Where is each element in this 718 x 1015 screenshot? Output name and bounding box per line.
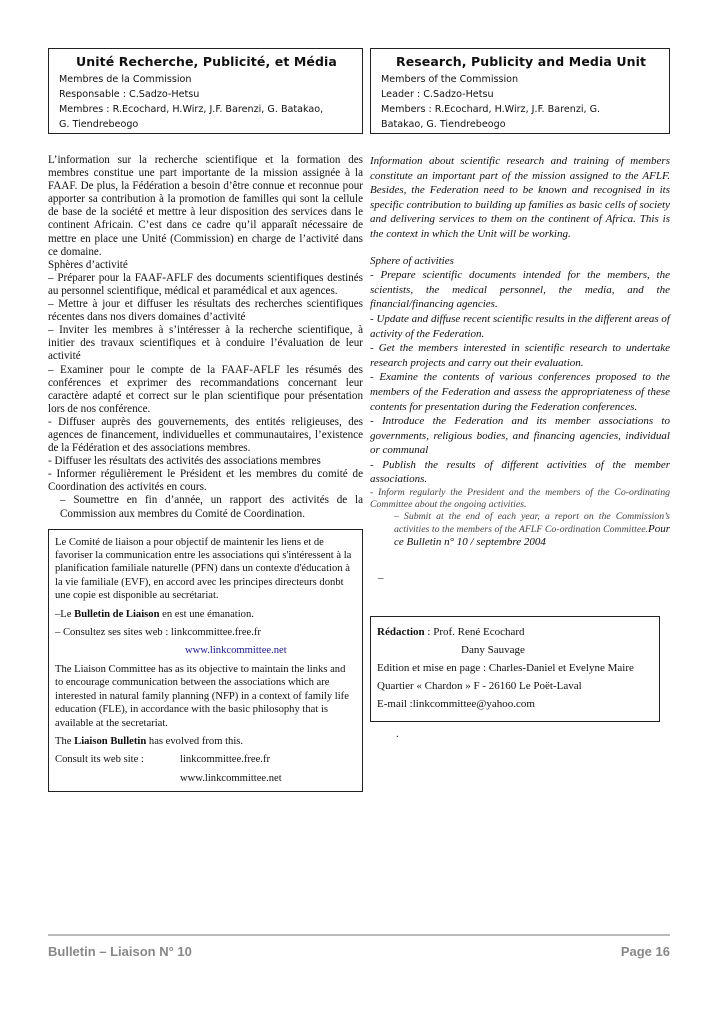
liaison-committee-box	[48, 529, 363, 793]
en-item: - Examine the contents of various conferences proposed to the members of the Federation and assess the appropriateness of these contents for presentation during the Federation conferences.	[370, 371, 670, 413]
fr-item: – Examiner pour le compte de la FAAF-AFLF les résumés des conférences et exprimer des recommandations concernant leur caractère adapté et correct sur le plan scientifique pour présentation lors de nos conférence.	[48, 363, 363, 415]
fr-intro: L’information sur la recherche scientifique et la formation des membres constitue une part importante de la mission assignée à la FAAF. De plus, la Fédération a besoin d’être connue et reconnue pour apporter sa contribution à la promotion de familles qui sont la cellule de base de la société et mettre à leur disposition des services dans le continent Africain. C’est dans ce cadre qu’il apparaît nécessaire de mettre en place une Unité (Commission) en charge de l’activité dans ce domaine.	[48, 154, 363, 258]
en-item: - Prepare scientific documents intended for the members, the scientists, the medical personnel, the media, and the financial/financing agencies.	[370, 269, 670, 311]
fr-item: – Mettre à jour et diffuser les résultats des recherches scientifiques récentes dans nos divers domaines d’activité	[48, 298, 363, 324]
en-item: - Introduce the Federation and its member associations to governments, religious bodies, and financing agencies, individual or communal	[370, 415, 670, 457]
en-intro: Information about scientific research and training of members constitute an important part of the mission assigned to the AFLF. Besides, the Federation need to be known and recognised in its specific contribution to building up families as basic cells of society and delivering services to them on the continent of Africa. This is the context in which the Unit will be working.	[370, 155, 670, 240]
liaison-en-paragraph: The Liaison Committee has as its objective to maintain the links and to encourage communication between the associations which are interested in natural family planning (NFP) in a context of family life education (FLE), in accordance with the basic philosophy that is available at the secretariat.	[55, 663, 349, 729]
redaction-email[interactable]: E-mail :linkcommittee@yahoo.com	[377, 697, 535, 710]
redaction-editor-line: Rédaction : Prof. René Ecochard	[377, 625, 525, 638]
en-unit-box	[370, 48, 670, 134]
liaison-fr-bulletin: –Le Bulletin de Liaison en est une émanation.	[55, 608, 254, 620]
site-link-net[interactable]: www.linkcommittee.net	[180, 772, 282, 784]
fr-item: – Inviter les membres à s’intéresser à la recherche scientifique, à initier des travaux scientifiques et à conduire l’évaluation de leur activité	[48, 324, 363, 363]
fr-body	[48, 154, 363, 521]
footer-divider	[48, 934, 670, 936]
redaction-layout: Edition et mise en page : Charles-Daniel et Evelyne Maire	[377, 661, 634, 674]
bulletin-de-liaison-name: Bulletin de Liaison	[74, 608, 160, 620]
en-members-line2: Batakao, G. Tiendrebeogo	[381, 119, 506, 130]
fr-unit-title: Unité Recherche, Publicité, et Média	[76, 54, 337, 69]
en-body	[370, 154, 670, 586]
liaison-bulletin-name: Liaison Bulletin	[74, 735, 147, 747]
fr-item: – Préparer pour la FAAF-AFLF des documents scientifiques destinés au personnel scientifique, médical et paramédical et aux agences.	[48, 271, 363, 297]
fr-leader: Responsable : C.Sadzo-Hetsu	[59, 89, 200, 100]
en-spheres-heading: Sphere of activities	[370, 254, 454, 267]
en-members-line1: Members : R.Ecochard, H.Wirz, J.F. Barenzi, G.	[381, 104, 601, 115]
redaction-box	[370, 616, 660, 722]
en-unit-title: Research, Publicity and Media Unit	[395, 54, 647, 69]
en-item: - Publish the results of different activities of the member associations.	[370, 458, 670, 486]
left-column	[48, 48, 363, 792]
fr-item-last: – Soumettre en fin d’année, un rapport des activités de la Commission aux membres du Comité de Coordination.	[60, 494, 363, 520]
redaction-label: Rédaction	[377, 625, 425, 638]
en-trailing-dash: –	[378, 572, 384, 585]
fr-item: - Diffuser les résultats des activités des associations membres	[48, 455, 321, 468]
fr-members-line1: Membres : R.Ecochard, H.Wirz, J.F. Barenzi, G. Batakao,	[59, 104, 324, 115]
en-submit: – Submit at the end of each year, a report on the Commission’s activities to the members of the AFLF Co-ordination Committee.Pour ce Bulletin n° 10 / septembre 2004	[394, 511, 670, 549]
liaison-fr-sites: – Consultez ses sites web : linkcommittee.free.fr	[55, 627, 261, 639]
redaction-address: Quartier « Chardon » F - 26160 Le Poët-Laval	[377, 679, 582, 692]
liaison-en-consult-row	[55, 753, 356, 766]
bulletin-reference: Pour ce Bulletin n° 10 / septembre 2004	[394, 523, 670, 549]
en-inform: - Inform regularly the President and the members of the Co-ordinating Committee about the ongoing activities.	[370, 487, 670, 511]
site-link-free[interactable]: linkcommittee.free.fr	[180, 754, 271, 766]
fr-members-label: Membres de la Commission	[59, 74, 192, 85]
redaction-co-editor: Dany Sauvage	[461, 643, 525, 656]
liaison-fr-paragraph: Le Comité de liaison a pour objectif de maintenir les liens et de favoriser la communication entre les associations qui s'intéressent à la planification familiale naturelle (PFN) dans un contexte d'éducation à la vie familiale (EVF), en accord avec les principes directeurs donbt une copie est disponible au secrétariat.	[55, 536, 352, 602]
website-link[interactable]: www.linkcommittee.net	[185, 645, 287, 657]
fr-members-line2: G. Tiendrebeogo	[59, 119, 139, 130]
footer-bulletin-title: Bulletin – Liaison N° 10	[48, 944, 192, 959]
liaison-en-site2-row	[55, 772, 356, 785]
fr-item: - Informer régulièrement le Président et les membres du comité de Coordination des activités en cours.	[48, 468, 363, 494]
fr-spheres-heading: Sphères d’activité	[48, 258, 128, 271]
en-leader: Leader : C.Sadzo-Hetsu	[381, 89, 494, 100]
en-item: - Get the members interested in scientific research to undertake research projects and carry out their evaluation.	[370, 342, 670, 369]
fr-unit-box	[48, 48, 363, 134]
en-members-label: Members of the Commission	[381, 74, 519, 85]
liaison-en-bulletin: The Liaison Bulletin has evolved from this.	[55, 735, 244, 747]
fr-item: - Diffuser auprès des gouvernements, des entités religieuses, des agences de financement, individuelles et communautaires, l’existence de la Fédération et des associations membres.	[48, 415, 363, 455]
en-item: - Update and diffuse recent scientific results in the different areas of activity of the Federation.	[370, 312, 670, 340]
right-column	[370, 48, 670, 751]
consult-label: Consult its web site :	[55, 754, 144, 766]
stray-dot: .	[396, 727, 399, 740]
footer-page-number: Page 16	[620, 944, 670, 959]
